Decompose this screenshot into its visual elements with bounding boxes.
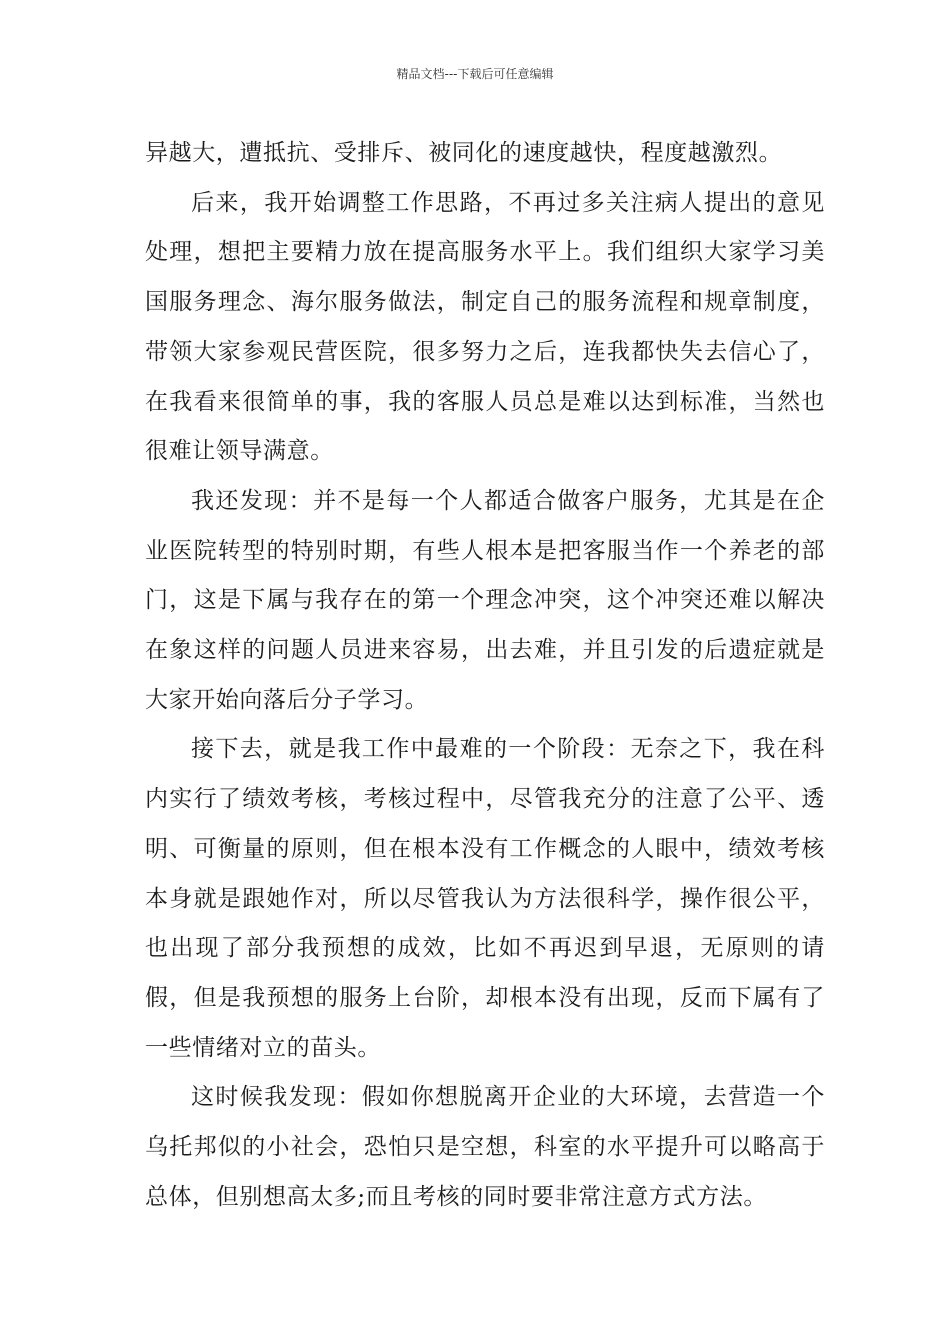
paragraph-4: 接下去，就是我工作中最难的一个阶段：无奈之下，我在科内实行了绩效考核，考核过程中，尽管我充分的注意了公平、透明、可衡量的原则，但在根本没有工作概念的人眼中，绩效考核本身就是跟她作对，所以尽管我认为方法很科学，操作很公平，也出现了部分我预想的成效，比如不再迟到早退，无原则的请假，但是我预想的服务上台阶，却根本没有出现，反而下属有了一些情绪对立的苗头。: [145, 736, 825, 1061]
page-header: 精品文档---下载后可任意编辑: [396, 67, 554, 81]
paragraph-5: 这时候我发现：假如你想脱离开企业的大环境，去营造一个乌托邦似的小社会，恐怕只是空想，科室的水平提升可以略高于总体，但别想高太多;而且考核的同时要非常注意方式方法。: [145, 1084, 825, 1210]
paragraph-2: 后来，我开始调整工作思路，不再过多关注病人提出的意见处理，想把主要精力放在提高服务水平上。我们组织大家学习美国服务理念、海尔服务做法，制定自己的服务流程和规章制度，带领大家参观民营医院，很多努力之后，连我都快失去信心了，在我看来很简单的事，我的客服人员总是难以达到标准，当然也很难让领导满意。: [145, 189, 825, 465]
paragraph-3: 我还发现：并不是每一个人都适合做客户服务，尤其是在企业医院转型的特别时期，有些人根本是把客服当作一个养老的部门，这是下属与我存在的第一个理念冲突，这个冲突还难以解决在象这样的问题人员进来容易，出去难，并且引发的后遗症就是大家开始向落后分子学习。: [145, 487, 825, 713]
paragraph-1: 异越大，遭抵抗、受排斥、被同化的速度越快，程度越激烈。: [145, 140, 783, 166]
document-body: [145, 129, 825, 1222]
